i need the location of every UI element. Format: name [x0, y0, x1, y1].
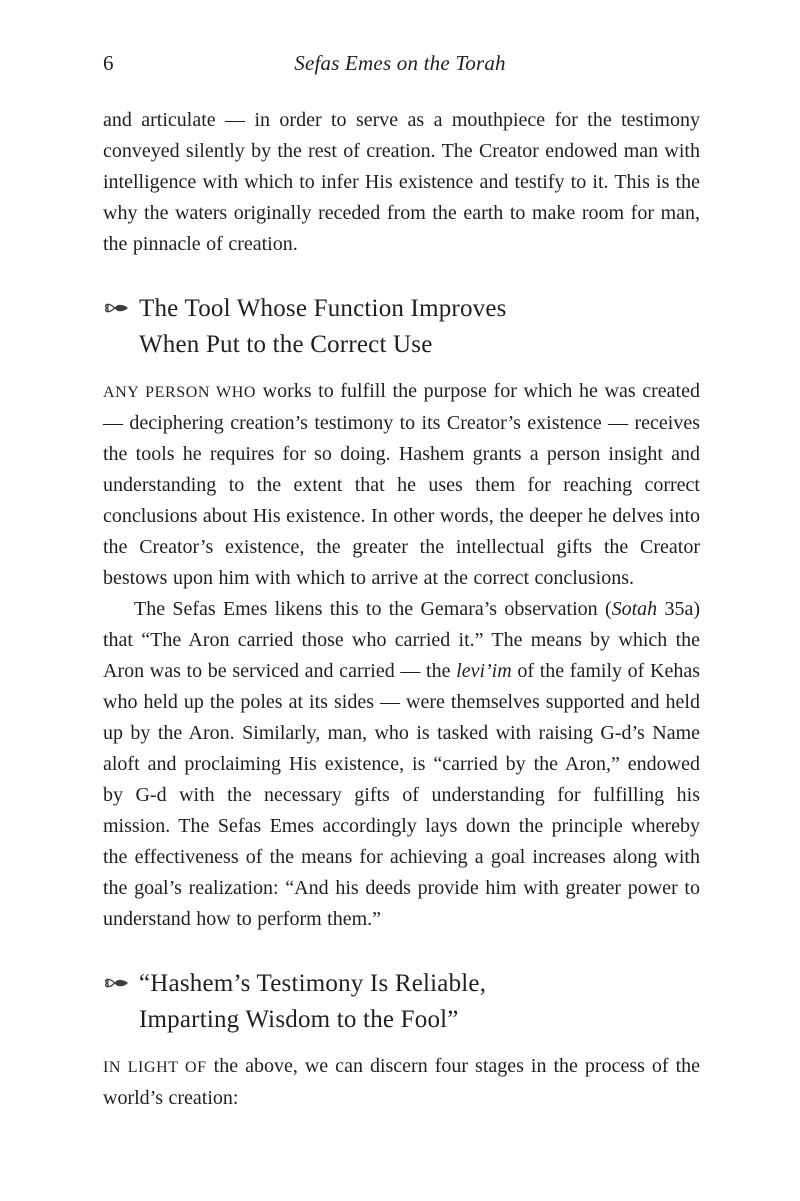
italic-term-leviim: levi’im — [456, 660, 512, 682]
section-heading-testimony — [103, 966, 700, 1038]
page-header — [0, 50, 800, 78]
heading-line: The Tool Whose Function Improves — [139, 295, 507, 322]
fleuron-icon — [103, 966, 130, 990]
section-heading-testimony-text — [139, 966, 486, 1038]
running-head: Sefas Emes on the Torah — [294, 51, 506, 75]
paragraph-gemara-text-2: 35a) that “The Aron carried those who carried it.” The means by which the Aron was to be serviced and carried — the — [103, 598, 701, 682]
page-number: 6 — [103, 51, 114, 75]
paragraph-intro-text: and articulate — in order to serve as a mouthpiece for the testimony conveyed silently by the rest of creation. The Creator endowed man with intelligence with which to infer His existence and testify to it. This is the why the waters originally receded from the earth to make room for man, the pinnacle of creation. — [103, 109, 700, 255]
paragraph-gemara-text-1: The Sefas Emes likens this to the Gemara’s observation ( — [134, 598, 612, 620]
section-heading-tool-text — [139, 291, 507, 363]
paragraph-any-person — [103, 376, 700, 594]
paragraph-gemara — [103, 594, 700, 935]
lead-in-smallcaps: ANY PERSON WHO — [103, 384, 257, 401]
italic-term-sotah: Sotah — [611, 598, 658, 620]
paragraph-in-light-text: the above, we can discern four stages in the process of the world’s creation: — [103, 1055, 701, 1109]
heading-line: When Put to the Correct Use — [139, 331, 433, 358]
section-heading-tool — [103, 291, 700, 363]
page-body — [103, 92, 700, 1114]
heading-line: “Hashem’s Testimony Is Reliable, — [139, 970, 487, 997]
fleuron-icon — [103, 291, 130, 315]
paragraph-intro — [103, 105, 700, 260]
lead-in-smallcaps: IN LIGHT OF — [103, 1059, 207, 1076]
paragraph-in-light — [103, 1051, 700, 1114]
heading-line: Imparting Wisdom to the Fool” — [139, 1006, 459, 1033]
paragraph-any-person-text: works to fulfill the purpose for which he was created — deciphering creation’s testimony to its Creator’s existence — receives the tools he requires for so doing. Hashem grants a person insight and understanding to the extent that he uses them for reaching correct conclusions about His existence. In other words, the deeper he delves into the Creator’s existence, the greater the intellectual gifts the Creator bestows upon him with which to arrive at the correct conclusions. — [103, 380, 701, 589]
paragraph-gemara-text-3: of the family of Kehas who held up the poles at its sides — were themselves supported and held up by the Aron. Similarly, man, who is tasked with raising G-d’s Name aloft and proclaiming His existence, is “carried by the Aron,” endowed by G-d with the necessary gifts of understanding for fulfilling his mission. The Sefas Emes accordingly lays down the principle whereby the effectiveness of the means for achieving a goal increases along with the goal’s realization: “And his deeds provide him with greater power to understand how to perform them.” — [103, 660, 700, 930]
